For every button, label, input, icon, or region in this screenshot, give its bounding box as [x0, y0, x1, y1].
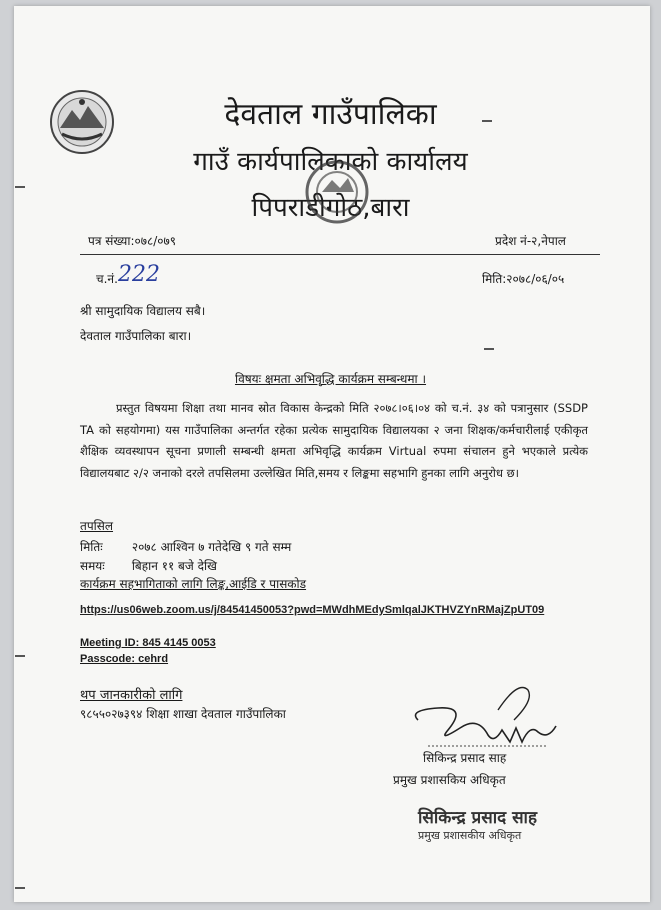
margin-mark — [15, 655, 25, 657]
margin-mark — [15, 887, 25, 889]
letter-subject: विषयः क्षमता अभिवृद्धि कार्यक्रम सम्बन्धमा । — [234, 372, 427, 386]
dispatch-number: 222 — [118, 262, 160, 287]
letter-date: मिति:२०७८/०६/०५ — [482, 272, 565, 286]
details-heading: तपसिल — [80, 519, 114, 533]
details-date-value: २०७८ आश्विन ७ गतेदेखि ९ गते सम्म — [131, 540, 292, 554]
passcode: Passcode: cehrd — [80, 653, 169, 665]
letter-body: प्रस्तुत विषयमा शिक्षा तथा मानव स्रोत विकास केन्द्रको मिति २०७८।०६।०४ को च.नं. ३४ को पत्रानुसार (SSDP TA को सहयोगमा) यस गाउँपालिका अन्तर्गत रहेका प्रत्येक सामुदायिक विद्यालयका २ जना शिक्षक/कर्मचारीलाई एकीकृत शैक्षिक व्यवस्थापन सूचना प्रणाली सम्बन्धी क्षमता अभिवृद्धि कार्यक्रम Virtual रुपमा संचालन हुने भएकाले प्रत्येक विद्यालयबाट २/२ जनाको दरले तपसिलमा उल्लेखित मिति,समय र लिङ्कमा सहभागि हुनका लागि अनुरोध छ। — [80, 401, 588, 480]
recipient-line-2: देवताल गाउँपालिका बारा। — [80, 329, 192, 343]
margin-mark — [15, 186, 25, 188]
province-label: प्रदेश नं-२,नेपाल — [495, 234, 566, 248]
org-name: देवताल गाउँपालिका — [224, 97, 437, 132]
details-date-row — [80, 538, 291, 555]
name-stamp: सिकिन्द्र प्रसाद साह — [418, 808, 537, 828]
post-stamp: प्रमुख प्रशासकीय अधिकृत — [418, 829, 522, 842]
link-heading: कार्यक्रम सहभागिताको लागि लिङ्क,आईडि र पासकोड — [80, 577, 307, 591]
office-name: गाउँ कार्यपालिकाको कार्यालय — [193, 147, 468, 177]
signatory-post: प्रमुख प्रशासकिय अधिकृत — [393, 773, 506, 787]
office-stamp-icon — [292, 152, 382, 242]
signatory-name: सिकिन्द्र प्रसाद साह — [423, 751, 507, 765]
recipient-line-1: श्री सामुदायिक विद्यालय सबै। — [80, 304, 206, 318]
details-time-label: समयः — [80, 559, 105, 573]
zoom-link[interactable]: https://us06web.zoom.us/j/84541450053?pwd=MWdhMEdySmlqalJKTHVZYnRMajZpUT09 — [80, 604, 545, 616]
contact-line: ९८५५०२७३९४ शिक्षा शाखा देवताल गाउँपालिका — [80, 707, 286, 721]
details-time-value: बिहान ११ बजे देखि — [131, 559, 217, 573]
meeting-id: Meeting ID: 845 4145 0053 — [80, 637, 216, 649]
handwritten-signature-icon — [398, 680, 578, 760]
contact-heading: थप जानकारीको लागि — [80, 688, 183, 703]
header-divider — [80, 254, 600, 255]
details-date-label: मितिः — [80, 540, 103, 554]
office-location: पिपराडीगोठ,बारा — [251, 193, 410, 223]
margin-mark — [482, 120, 492, 122]
dispatch-label: च.नं. — [96, 272, 118, 286]
margin-mark — [484, 348, 494, 350]
details-time-row — [80, 557, 217, 574]
reference-number: पत्र संख्या:०७८/०७९ — [88, 234, 176, 248]
